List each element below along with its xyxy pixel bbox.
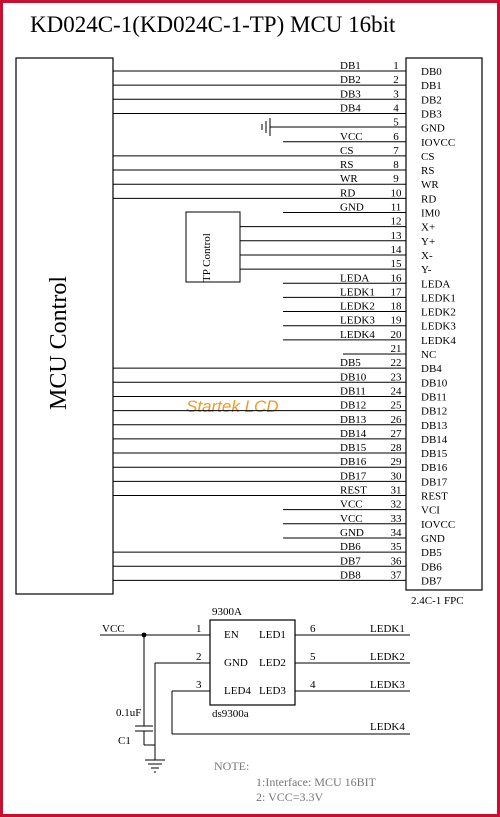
led-driver-section [100, 606, 410, 772]
pin-signal-label: DB17 [340, 470, 367, 483]
pin-row [240, 244, 433, 262]
pin-signal-label: DB13 [340, 413, 367, 426]
note-line-2: 2: VCC=3.3V [256, 790, 324, 804]
ic-pin-6-number: 6 [310, 623, 316, 635]
pin-signal-label: DB3 [340, 88, 361, 101]
pin-signal-label: VCC [340, 130, 363, 143]
pin-row [113, 569, 442, 587]
pin-number: 1 [393, 60, 399, 72]
pin-signal-label: DB12 [340, 399, 367, 412]
pin-number: 23 [390, 371, 402, 384]
pin-number: 25 [390, 399, 402, 412]
pin-row [113, 145, 434, 163]
pin-number: 27 [390, 427, 402, 440]
ground-symbol-driver [145, 760, 165, 772]
pin-number: 21 [390, 343, 402, 355]
pin-signal-label: DB1 [340, 60, 361, 72]
pin-number: 20 [390, 328, 402, 341]
pin-number: 33 [390, 512, 402, 525]
fpc-pin-label: DB15 [421, 448, 448, 461]
fpc-pin-label: DB0 [421, 66, 442, 78]
ic-pin-4-number: 4 [310, 679, 316, 691]
fpc-label: 2.4C-1 FPC [411, 595, 464, 607]
note-heading: NOTE: [214, 759, 250, 773]
fpc-pin-label: GND [421, 122, 445, 135]
ic-pin-en-label: EN [224, 629, 239, 641]
pin-signal-label: DB15 [340, 442, 367, 455]
fpc-pin-label: IOVCC [421, 518, 456, 531]
pin-signal-label: LEDK2 [340, 300, 375, 313]
pin-number: 5 [393, 116, 399, 129]
fpc-pin-label: LEDK2 [421, 306, 456, 319]
pin-signal-label: VCC [340, 498, 363, 511]
pin-signal-label: DB2 [340, 74, 361, 87]
pin-number: 13 [390, 229, 402, 242]
fpc-pin-label: X+ [421, 221, 436, 234]
pin-signal-label: RS [340, 159, 354, 172]
pin-number: 30 [390, 470, 402, 483]
ic-pin-led3-label: LED3 [259, 685, 286, 697]
pin-number: 10 [390, 187, 402, 200]
fpc-pin-label: Y- [421, 264, 432, 277]
ic-pin-led2-label: LED2 [259, 657, 286, 669]
pin-number: 36 [390, 555, 402, 568]
pin-number: 18 [390, 300, 402, 313]
pin-number: 37 [390, 569, 402, 582]
fpc-pin-label: LEDK1 [421, 292, 456, 305]
pin-row [113, 159, 434, 177]
pin-number: 8 [393, 159, 399, 172]
fpc-pin-label: NC [421, 349, 437, 361]
capacitor-value: 0.1uF [116, 707, 142, 719]
pin-signal-label: GND [340, 201, 364, 214]
output-ledk1: LEDK1 [370, 623, 405, 635]
fpc-pin-label: DB11 [421, 391, 447, 404]
ic-pin-3-number: 3 [196, 679, 202, 691]
ic-pin-gnd-label: GND [224, 657, 248, 669]
pin-number: 17 [390, 286, 402, 299]
output-ledk2: LEDK2 [370, 651, 405, 663]
fpc-pin-label: X- [421, 249, 433, 262]
pin-number: 15 [390, 258, 402, 271]
fpc-pin-label: IOVCC [421, 136, 456, 149]
fpc-pin-label: CS [421, 150, 435, 163]
pin-signal-label: DB11 [340, 385, 366, 398]
pin-signal-label: LEDA [340, 272, 370, 285]
pin-signal-label: LEDK3 [340, 314, 375, 327]
fpc-pin-label: DB5 [421, 547, 442, 560]
vcc-label: VCC [102, 623, 125, 635]
output-ledk4: LEDK4 [370, 721, 405, 733]
tp-control-box [186, 212, 240, 282]
fpc-pin-label: DB7 [421, 575, 442, 588]
fpc-pin-label: DB16 [421, 462, 448, 475]
capacitor-ref: C1 [118, 735, 131, 747]
fpc-pin-label: IM0 [421, 207, 440, 220]
note-block [214, 759, 377, 804]
fpc-pin-label: Y+ [421, 235, 436, 248]
fpc-pin-label: DB10 [421, 377, 448, 390]
pin-signal-label: DB4 [340, 102, 361, 115]
fpc-pin-label: DB12 [421, 405, 448, 418]
fpc-pin-label: DB2 [421, 94, 442, 107]
pin-signal-label: VCC [340, 512, 363, 525]
output-ledk3: LEDK3 [370, 679, 405, 691]
ic-pin-5-number: 5 [310, 651, 316, 663]
fpc-pin-label: DB1 [421, 80, 442, 93]
pin-signal-label: DB16 [340, 456, 367, 469]
diagram-title: KD024C-1(KD024C-1-TP) MCU 16bit [30, 12, 396, 37]
ic-pin-led4-label: LED4 [224, 685, 251, 697]
ic-pin-1-number: 1 [196, 623, 202, 635]
pin-signal-label: DB7 [340, 555, 361, 568]
fpc-pin-label: DB3 [421, 108, 442, 121]
fpc-pin-label: LEDA [421, 278, 451, 291]
fpc-pin-label: DB14 [421, 433, 448, 446]
fpc-pin-label: RD [421, 193, 437, 206]
pin-number: 19 [390, 314, 402, 327]
ic-pin-led1-label: LED1 [259, 629, 286, 641]
pin-number: 16 [390, 272, 402, 285]
fpc-pin-label: LEDK3 [421, 320, 456, 333]
pin-number: 6 [393, 130, 399, 143]
pin-number: 14 [390, 243, 402, 256]
pin-number: 26 [390, 413, 402, 426]
fpc-pin-label: GND [421, 532, 445, 545]
pin-signal-label: DB6 [340, 541, 361, 554]
pin-signal-label: WR [340, 173, 358, 186]
pin-signal-label: DB14 [340, 427, 367, 440]
pin-signal-label: CS [340, 144, 354, 157]
pin-number: 31 [390, 484, 402, 497]
fpc-pin-label: DB13 [421, 419, 448, 432]
pin-number: 9 [393, 173, 399, 186]
pin-signal-label: DB8 [340, 569, 361, 582]
pin-number: 7 [393, 144, 399, 157]
fpc-pin-label: DB4 [421, 363, 442, 376]
pin-number: 11 [390, 201, 402, 214]
pin-number: 28 [390, 442, 402, 455]
mcu-control-label: MCU Control [46, 275, 72, 410]
pin-signal-label: LEDK4 [340, 328, 375, 341]
fpc-pin-label: LEDK4 [421, 334, 456, 347]
pin-signal-label: RD [340, 187, 356, 200]
pin-number: 24 [390, 385, 402, 398]
startek-logo: Startek LCD [186, 397, 279, 416]
ground-symbol-pin5 [262, 118, 406, 136]
note-line-1: 1:Interface: MCU 16BIT [256, 775, 376, 789]
pin-number: 12 [390, 215, 402, 228]
pin-signal-label: DB10 [340, 371, 367, 384]
pin-number: 32 [390, 498, 402, 511]
pin-number: 4 [393, 102, 399, 115]
fpc-pin-label: REST [421, 490, 448, 503]
fpc-pin-label: RS [421, 165, 435, 178]
pin-signal-label: REST [340, 484, 367, 497]
pin-number: 2 [393, 74, 399, 87]
pin-signal-label: DB5 [340, 357, 361, 370]
pin-signal-label: GND [340, 526, 364, 539]
fpc-pin-label: DB6 [421, 561, 442, 574]
pin-row [283, 202, 440, 220]
led-driver-name: 9300A [212, 606, 242, 618]
fpc-pin-label: WR [421, 179, 439, 192]
fpc-pin-label: DB17 [421, 476, 448, 489]
pin-number: 22 [390, 357, 402, 370]
led-driver-part: ds9300a [212, 708, 249, 720]
pin-number: 29 [390, 456, 402, 469]
tp-control-label: TP Control [201, 233, 213, 282]
ic-pin-2-number: 2 [196, 651, 202, 663]
fpc-pin-label: VCI [421, 504, 440, 517]
pin-row [240, 258, 432, 276]
pin-number: 35 [390, 541, 402, 554]
pin-signal-label: LEDK1 [340, 286, 375, 299]
pin-number: 3 [393, 88, 399, 101]
pin-rows [113, 60, 456, 587]
pin-number: 34 [390, 526, 402, 539]
pin-row [113, 187, 436, 205]
